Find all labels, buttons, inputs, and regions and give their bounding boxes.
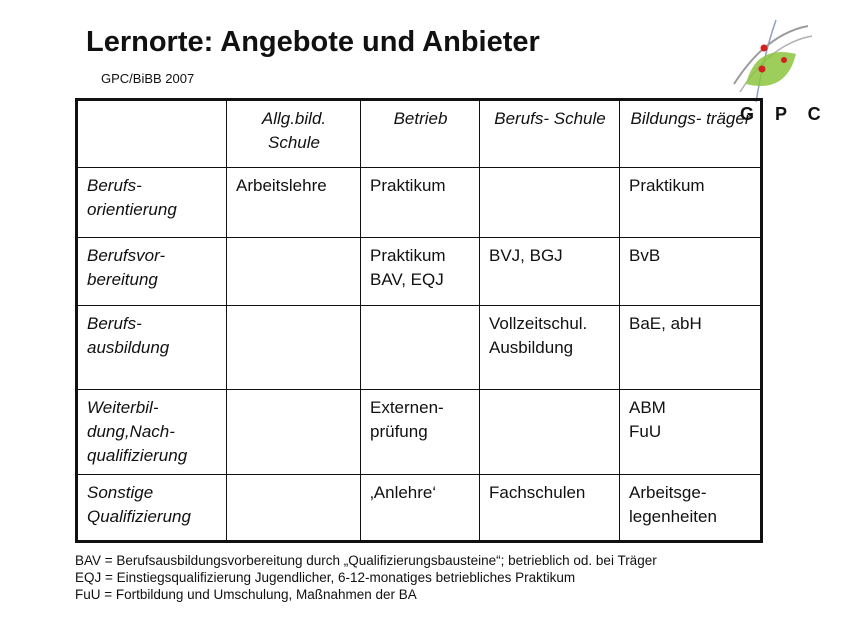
column-header: Allg.bild. Schule <box>227 100 361 168</box>
lernorte-table <box>75 98 763 543</box>
table-cell <box>480 238 620 306</box>
row-header: Berufs- orientierung <box>77 168 227 238</box>
cell-entry: Arbeitsge- legenheiten <box>629 483 717 526</box>
table-header-row <box>77 100 762 168</box>
gpc-logo-letters: G P C <box>740 104 829 124</box>
table-row <box>77 390 762 475</box>
cell-entry: BvB <box>629 246 661 265</box>
column-header: Bildungs- träger <box>620 100 762 168</box>
table-cell <box>480 475 620 542</box>
cell-entry: Arbeitslehre <box>236 176 327 195</box>
table-row <box>77 238 762 306</box>
table-cell <box>227 306 361 390</box>
table-cell <box>620 168 762 238</box>
cell-entry: BaE, abH <box>629 314 702 333</box>
legend-line-bav: BAV = Berufsausbildungsvorbereitung durch „Qualifizierungsbausteine“; betrieblich od. bei Träger <box>75 553 657 568</box>
cell-entry: FuU <box>629 422 662 441</box>
table-row <box>77 306 762 390</box>
table-cell <box>480 306 620 390</box>
row-header: Berufsvor- bereitung <box>77 238 227 306</box>
table-cell <box>227 238 361 306</box>
table-row <box>77 475 762 542</box>
page-title: Lernorte: Angebote und Anbieter <box>86 26 540 58</box>
table-row <box>77 168 762 238</box>
column-header: Berufs- Schule <box>480 100 620 168</box>
table-cell <box>480 168 620 238</box>
table-cell <box>361 390 480 475</box>
table-cell <box>361 475 480 542</box>
cell-entry: ‚Anlehre‘ <box>370 483 437 502</box>
table-cell <box>620 390 762 475</box>
table-cell <box>361 306 480 390</box>
cell-entry: ABM <box>629 398 666 417</box>
table-cell <box>480 390 620 475</box>
table-cell <box>227 168 361 238</box>
cell-entry: BAV, EQJ <box>370 270 444 289</box>
table-cell <box>227 475 361 542</box>
cell-entry: Fachschulen <box>489 483 586 502</box>
column-header: Betrieb <box>361 100 480 168</box>
table-cell <box>620 306 762 390</box>
legend-line-eqj: EQJ = Einstiegsqualifizierung Jugendlicher, 6-12-monatiges betriebliches Praktikum <box>75 570 576 585</box>
table-cell <box>620 238 762 306</box>
cell-entry: Praktikum <box>370 246 446 265</box>
row-header: Berufs- ausbildung <box>77 306 227 390</box>
source-caption: GPC/BiBB 2007 <box>101 71 195 86</box>
legend-line-fuu: FuU = Fortbildung und Umschulung, Maßnahmen der BA <box>75 587 417 602</box>
row-header: Weiterbil- dung,Nach- qualifizierung <box>77 390 227 475</box>
row-header: Sonstige Qualifizierung <box>77 475 227 542</box>
table-cell <box>361 238 480 306</box>
cell-entry: Externen- prüfung <box>370 398 444 441</box>
table-corner-cell <box>77 100 227 168</box>
cell-entry: Praktikum <box>629 176 705 195</box>
table-cell <box>620 475 762 542</box>
table-cell <box>361 168 480 238</box>
abbreviation-legend <box>75 552 657 603</box>
table-cell <box>227 390 361 475</box>
cell-entry: BVJ, BGJ <box>489 246 563 265</box>
cell-entry: Praktikum <box>370 176 446 195</box>
cell-entry: Vollzeitschul. Ausbildung <box>489 314 588 357</box>
